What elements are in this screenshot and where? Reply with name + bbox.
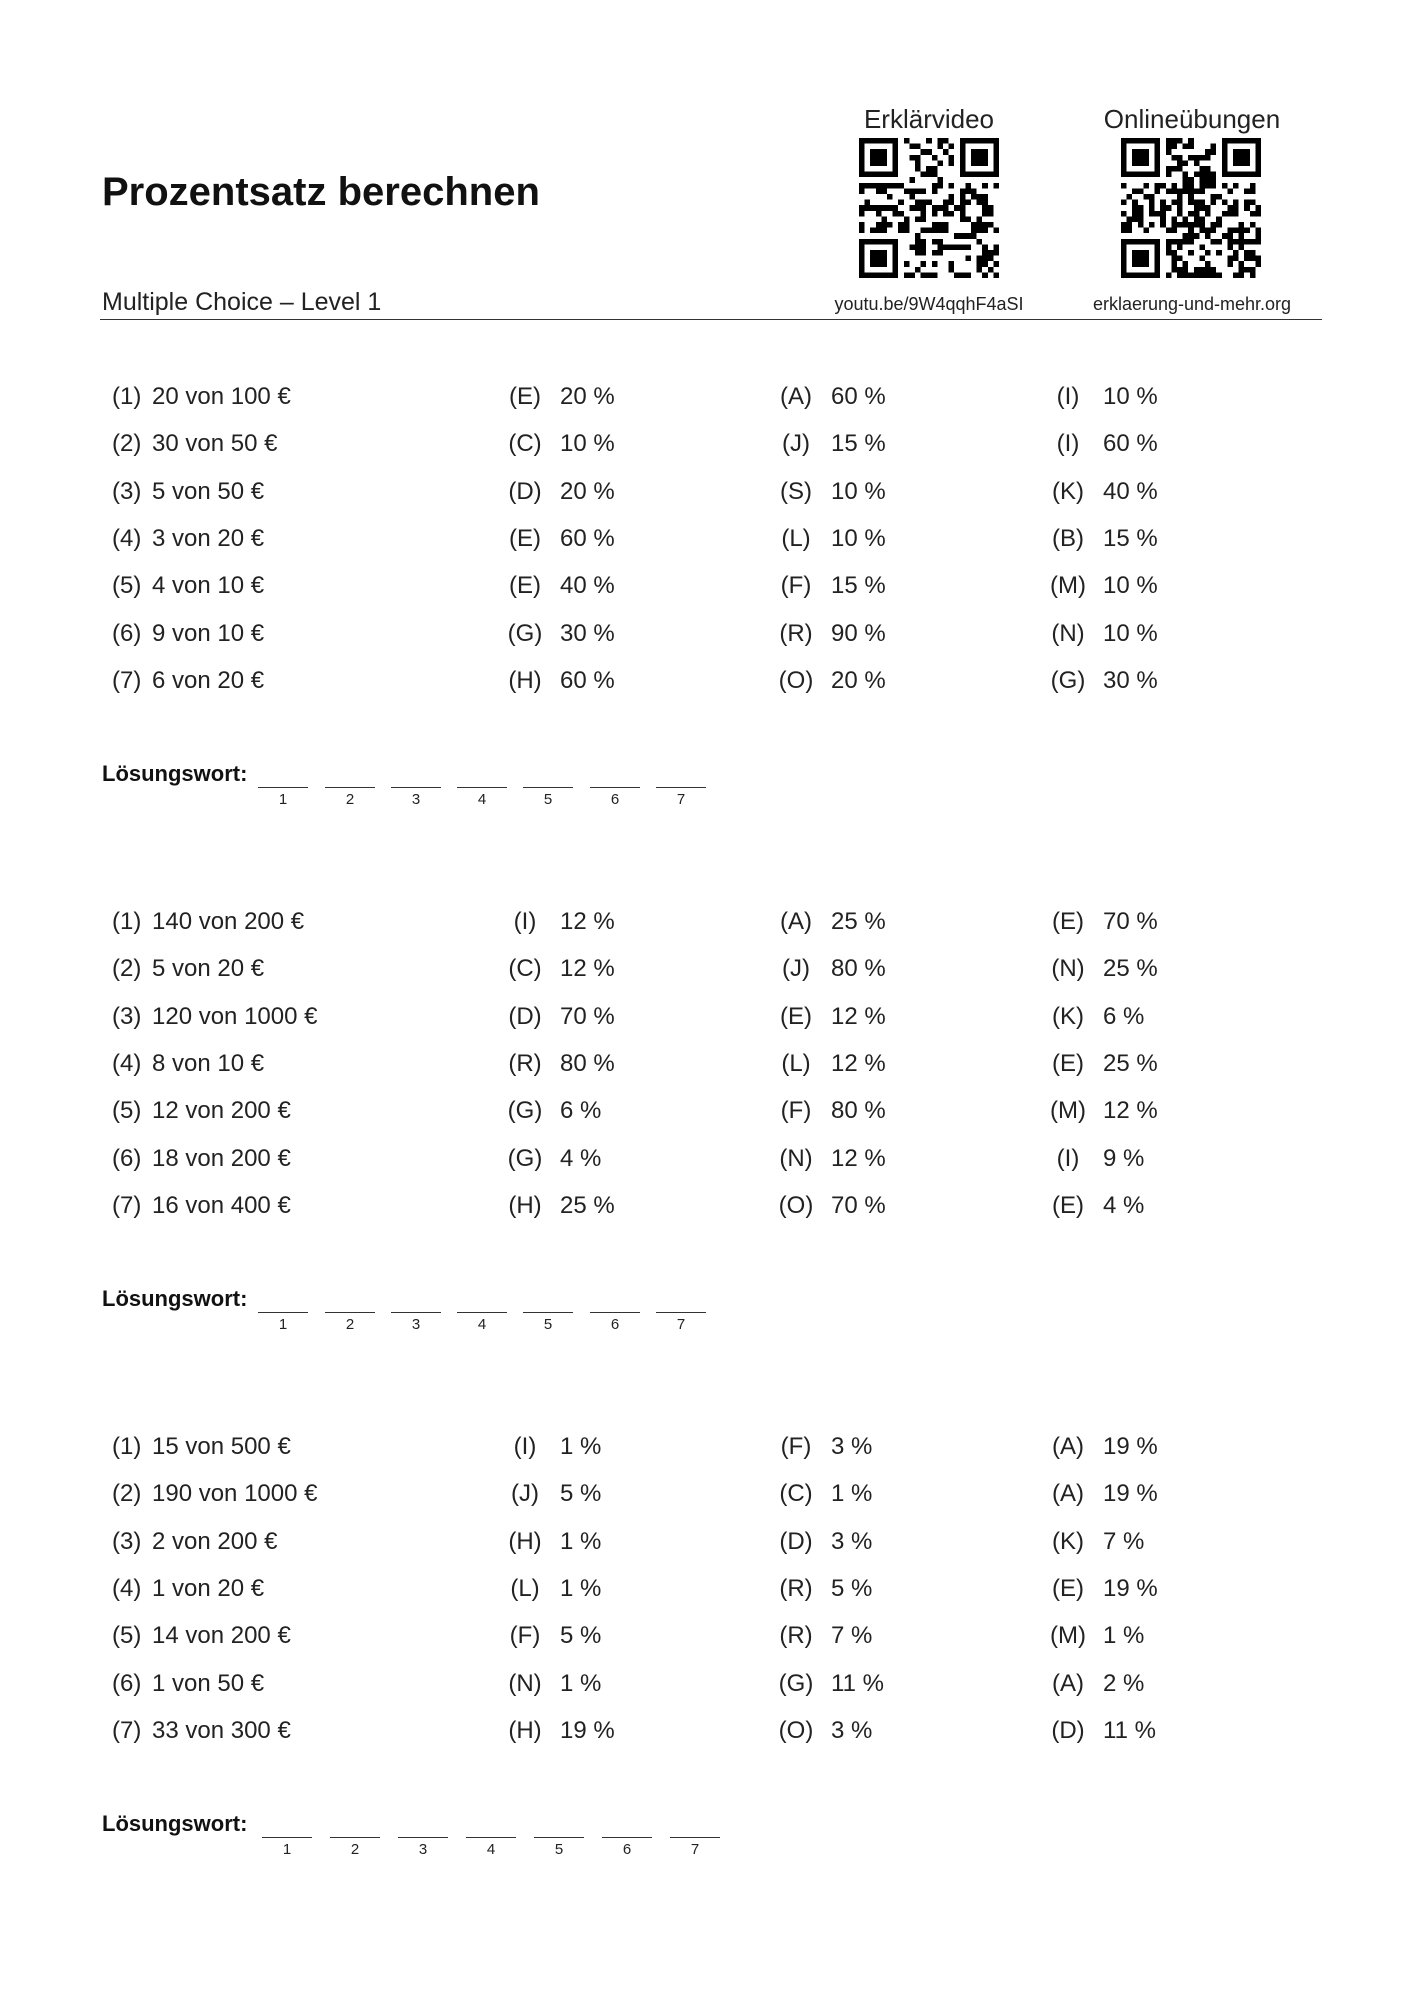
exercise-row [0, 1670, 1414, 1706]
option-percent: 80 % [831, 955, 886, 983]
option-percent: 1 % [560, 1669, 602, 1697]
solution-slot-number: 5 [543, 791, 553, 808]
option-percent: 1 % [560, 1574, 602, 1602]
option-letter: (K) [1052, 1002, 1084, 1030]
solution-slot[interactable] [602, 1817, 652, 1838]
option-letter: (G) [507, 1144, 543, 1172]
solution-slot-number: 1 [282, 1841, 292, 1858]
exercise-row [0, 1528, 1414, 1564]
exercise-task: 140 von 200 € [152, 908, 305, 935]
exercise-task: 15 von 500 € [152, 1433, 291, 1460]
option-percent: 25 % [1103, 1049, 1158, 1077]
option-letter: (G) [778, 1669, 814, 1697]
option-letter: (H) [508, 666, 542, 694]
exercise-row [0, 525, 1414, 561]
exercise-number: (3) [112, 477, 142, 505]
page-subtitle: Multiple Choice – Level 1 [102, 288, 382, 316]
option-percent: 19 % [560, 1716, 615, 1744]
option-percent: 80 % [560, 1049, 615, 1077]
solution-slot-number: 1 [278, 1316, 288, 1333]
qr-video-code[interactable] [859, 138, 999, 278]
option-letter: (C) [779, 1480, 813, 1508]
option-letter: (E) [1052, 1191, 1084, 1219]
option-percent: 12 % [831, 1002, 886, 1030]
exercise-task: 5 von 20 € [152, 955, 265, 983]
solution-slot[interactable] [590, 1292, 640, 1313]
option-percent: 12 % [831, 1049, 886, 1077]
option-letter: (O) [778, 1191, 814, 1219]
option-letter: (S) [780, 477, 812, 505]
exercise-task: 16 von 400 € [152, 1191, 291, 1219]
option-letter: (A) [780, 383, 812, 410]
exercise-task: 5 von 50 € [152, 477, 265, 505]
exercise-number: (2) [112, 430, 142, 458]
exercise-task: 33 von 300 € [152, 1716, 291, 1744]
exercise-number: (6) [112, 619, 142, 647]
option-percent: 25 % [560, 1191, 615, 1219]
solution-slot[interactable] [656, 1292, 706, 1313]
solution-slot[interactable] [391, 1292, 441, 1313]
option-percent: 12 % [831, 1144, 886, 1172]
solution-slot-number: 4 [477, 791, 487, 808]
option-percent: 10 % [560, 430, 615, 458]
exercise-task: 4 von 10 € [152, 572, 265, 600]
header-divider [100, 319, 1322, 320]
option-letter: (E) [780, 1002, 812, 1030]
option-percent: 3 % [831, 1716, 873, 1744]
exercise-number: (5) [112, 1622, 142, 1650]
option-letter: (I) [513, 908, 537, 935]
exercise-number: (1) [112, 383, 142, 410]
qr-online-label: Onlineübungen [1103, 104, 1281, 134]
exercise-number: (3) [112, 1527, 142, 1555]
exercise-number: (6) [112, 1669, 142, 1697]
option-letter: (B) [1052, 524, 1084, 552]
exercise-task: 8 von 10 € [152, 1049, 265, 1077]
solution-label: Lösungswort: [102, 1286, 248, 1311]
option-letter: (E) [1052, 1574, 1084, 1602]
option-letter: (J) [782, 955, 810, 983]
option-letter: (O) [778, 666, 814, 694]
option-percent: 25 % [1103, 955, 1158, 983]
option-letter: (O) [778, 1716, 814, 1744]
option-letter: (H) [508, 1191, 542, 1219]
option-percent: 5 % [560, 1622, 602, 1650]
option-percent: 30 % [1103, 666, 1158, 694]
option-percent: 15 % [831, 572, 886, 600]
exercise-row [0, 1622, 1414, 1658]
option-letter: (E) [1052, 908, 1084, 935]
solution-slot[interactable] [330, 1817, 380, 1838]
option-percent: 15 % [831, 430, 886, 458]
option-letter: (G) [1050, 666, 1086, 694]
solution-slot[interactable] [325, 1292, 375, 1313]
solution-label: Lösungswort: [102, 761, 248, 786]
option-letter: (M) [1050, 1097, 1086, 1125]
option-letter: (I) [1056, 383, 1080, 410]
option-letter: (F) [509, 1622, 541, 1650]
solution-slot-number: 1 [278, 791, 288, 808]
solution-slot[interactable] [391, 767, 441, 788]
option-percent: 20 % [560, 477, 615, 505]
option-letter: (A) [1052, 1480, 1084, 1508]
option-letter: (A) [1052, 1433, 1084, 1460]
exercise-number: (2) [112, 955, 142, 983]
option-percent: 60 % [560, 666, 615, 694]
solution-slot-number: 2 [345, 1316, 355, 1333]
solution-slot-number: 4 [486, 1841, 496, 1858]
option-percent: 10 % [1103, 572, 1158, 600]
exercise-row [0, 478, 1414, 514]
exercise-number: (1) [112, 908, 142, 935]
exercise-task: 14 von 200 € [152, 1622, 291, 1650]
option-letter: (I) [1056, 430, 1080, 458]
exercise-row [0, 1480, 1414, 1516]
solution-slot[interactable] [670, 1817, 720, 1838]
option-percent: 5 % [560, 1480, 602, 1508]
option-percent: 20 % [560, 383, 615, 410]
option-percent: 19 % [1103, 1433, 1158, 1460]
option-percent: 30 % [560, 619, 615, 647]
option-letter: (F) [780, 1097, 812, 1125]
option-letter: (G) [507, 1097, 543, 1125]
solution-slot[interactable] [590, 767, 640, 788]
solution-slot-number: 7 [676, 791, 686, 808]
option-percent: 15 % [1103, 524, 1158, 552]
option-letter: (L) [781, 1049, 811, 1077]
solution-slot[interactable] [656, 767, 706, 788]
option-letter: (N) [1051, 955, 1085, 983]
option-letter: (M) [1050, 1622, 1086, 1650]
exercise-task: 20 von 100 € [152, 383, 291, 410]
solution-slot[interactable] [258, 767, 308, 788]
option-letter: (M) [1050, 572, 1086, 600]
option-letter: (H) [508, 1716, 542, 1744]
exercise-row [0, 1097, 1414, 1133]
exercise-row [0, 430, 1414, 466]
option-letter: (K) [1052, 477, 1084, 505]
page-title: Prozentsatz berechnen [102, 170, 540, 214]
option-letter: (C) [508, 430, 542, 458]
qr-video-label: Erklärvideo [863, 104, 995, 134]
option-percent: 70 % [831, 1191, 886, 1219]
solution-slot-number: 7 [676, 1316, 686, 1333]
exercise-number: (2) [112, 1480, 142, 1508]
option-percent: 70 % [1103, 908, 1158, 935]
option-letter: (A) [780, 908, 812, 935]
option-letter: (L) [781, 524, 811, 552]
option-percent: 7 % [1103, 1527, 1145, 1555]
option-letter: (D) [508, 477, 542, 505]
option-percent: 4 % [560, 1144, 602, 1172]
exercise-task: 190 von 1000 € [152, 1480, 318, 1508]
option-percent: 25 % [831, 908, 886, 935]
exercise-row [0, 955, 1414, 991]
solution-slot[interactable] [523, 1292, 573, 1313]
exercise-task: 30 von 50 € [152, 430, 278, 458]
solution-slot-number: 6 [610, 791, 620, 808]
qr-video-url[interactable]: youtu.be/9W4qqhF4aSI [834, 294, 1024, 314]
option-letter: (N) [779, 1144, 813, 1172]
option-letter: (I) [1056, 1144, 1080, 1172]
solution-slot-number: 6 [622, 1841, 632, 1858]
solution-slot[interactable] [262, 1817, 312, 1838]
option-percent: 1 % [560, 1527, 602, 1555]
option-percent: 80 % [831, 1097, 886, 1125]
solution-slot-number: 4 [477, 1316, 487, 1333]
option-percent: 10 % [831, 477, 886, 505]
option-percent: 10 % [1103, 619, 1158, 647]
option-percent: 20 % [831, 666, 886, 694]
solution-slot[interactable] [398, 1817, 448, 1838]
exercise-row [0, 1145, 1414, 1181]
option-percent: 1 % [1103, 1622, 1145, 1650]
option-percent: 5 % [831, 1574, 873, 1602]
exercise-row [0, 1575, 1414, 1611]
solution-slot[interactable] [466, 1817, 516, 1838]
option-letter: (R) [779, 619, 813, 647]
option-percent: 2 % [1103, 1669, 1145, 1697]
option-percent: 19 % [1103, 1574, 1158, 1602]
option-percent: 19 % [1103, 1480, 1158, 1508]
exercise-task: 12 von 200 € [152, 1097, 291, 1125]
option-letter: (N) [1051, 619, 1085, 647]
option-percent: 40 % [560, 572, 615, 600]
option-letter: (E) [1052, 1049, 1084, 1077]
option-percent: 12 % [560, 955, 615, 983]
option-letter: (R) [508, 1049, 542, 1077]
exercise-row [0, 1003, 1414, 1039]
option-percent: 11 % [1103, 1716, 1156, 1744]
exercise-number: (7) [112, 1191, 142, 1219]
solution-slot[interactable] [325, 767, 375, 788]
exercise-number: (4) [112, 1049, 142, 1077]
exercise-number: (7) [112, 666, 142, 694]
option-letter: (H) [508, 1527, 542, 1555]
solution-slot-number: 5 [543, 1316, 553, 1333]
option-letter: (F) [780, 572, 812, 600]
option-letter: (N) [508, 1669, 542, 1697]
exercise-number: (4) [112, 524, 142, 552]
solution-slot-number: 2 [345, 791, 355, 808]
solution-slot[interactable] [534, 1817, 584, 1838]
option-letter: (E) [509, 572, 541, 600]
qr-online-code[interactable] [1121, 138, 1261, 278]
exercise-row [0, 383, 1414, 419]
option-letter: (R) [779, 1574, 813, 1602]
exercise-number: (4) [112, 1574, 142, 1602]
exercise-row [0, 572, 1414, 608]
option-percent: 60 % [831, 383, 886, 410]
exercise-row [0, 1192, 1414, 1228]
option-letter: (C) [508, 955, 542, 983]
exercise-number: (7) [112, 1716, 142, 1744]
option-percent: 9 % [1103, 1144, 1145, 1172]
exercise-row [0, 1050, 1414, 1086]
exercise-task: 18 von 200 € [152, 1144, 291, 1172]
exercise-task: 2 von 200 € [152, 1527, 278, 1555]
solution-label: Lösungswort: [102, 1811, 248, 1836]
solution-slot-number: 5 [554, 1841, 564, 1858]
solution-slot-number: 3 [411, 791, 421, 808]
exercise-task: 6 von 20 € [152, 666, 265, 694]
exercise-task: 120 von 1000 € [152, 1002, 318, 1030]
option-letter: (I) [513, 1433, 537, 1460]
option-percent: 12 % [560, 908, 615, 935]
solution-slot-number: 6 [610, 1316, 620, 1333]
option-percent: 60 % [1103, 430, 1158, 458]
option-letter: (K) [1052, 1527, 1084, 1555]
solution-slot[interactable] [457, 767, 507, 788]
exercise-row [0, 620, 1414, 656]
option-percent: 1 % [560, 1433, 602, 1460]
option-percent: 90 % [831, 619, 886, 647]
option-letter: (E) [509, 383, 541, 410]
option-percent: 6 % [1103, 1002, 1145, 1030]
exercise-task: 9 von 10 € [152, 619, 265, 647]
exercise-row [0, 908, 1414, 944]
exercise-number: (6) [112, 1144, 142, 1172]
option-percent: 11 % [831, 1669, 884, 1697]
option-letter: (R) [779, 1622, 813, 1650]
qr-online-url[interactable]: erklaerung-und-mehr.org [1092, 294, 1292, 314]
exercise-number: (1) [112, 1433, 142, 1460]
option-percent: 1 % [831, 1480, 873, 1508]
option-percent: 10 % [1103, 383, 1158, 410]
option-letter: (D) [508, 1002, 542, 1030]
solution-slot[interactable] [457, 1292, 507, 1313]
option-letter: (L) [510, 1574, 540, 1602]
option-letter: (J) [782, 430, 810, 458]
option-letter: (F) [780, 1433, 812, 1460]
exercise-task: 3 von 20 € [152, 524, 265, 552]
option-percent: 4 % [1103, 1191, 1145, 1219]
option-percent: 7 % [831, 1622, 873, 1650]
solution-slot[interactable] [258, 1292, 308, 1313]
solution-slot-number: 3 [411, 1316, 421, 1333]
exercise-row [0, 1717, 1414, 1753]
solution-slot-number: 7 [690, 1841, 700, 1858]
exercise-task: 1 von 50 € [152, 1669, 265, 1697]
option-percent: 40 % [1103, 477, 1158, 505]
option-percent: 10 % [831, 524, 886, 552]
option-percent: 60 % [560, 524, 615, 552]
exercise-row [0, 667, 1414, 703]
exercise-number: (5) [112, 1097, 142, 1125]
exercise-number: (3) [112, 1002, 142, 1030]
exercise-task: 1 von 20 € [152, 1574, 265, 1602]
option-percent: 3 % [831, 1527, 873, 1555]
option-percent: 12 % [1103, 1097, 1158, 1125]
option-percent: 6 % [560, 1097, 602, 1125]
option-letter: (E) [509, 524, 541, 552]
exercise-number: (5) [112, 572, 142, 600]
exercise-row [0, 1433, 1414, 1469]
option-percent: 70 % [560, 1002, 615, 1030]
solution-slot-number: 3 [418, 1841, 428, 1858]
option-letter: (D) [1051, 1716, 1085, 1744]
solution-slot-number: 2 [350, 1841, 360, 1858]
option-percent: 3 % [831, 1433, 873, 1460]
option-letter: (D) [779, 1527, 813, 1555]
option-letter: (J) [511, 1480, 539, 1508]
solution-slot[interactable] [523, 767, 573, 788]
option-letter: (G) [507, 619, 543, 647]
option-letter: (A) [1052, 1669, 1084, 1697]
